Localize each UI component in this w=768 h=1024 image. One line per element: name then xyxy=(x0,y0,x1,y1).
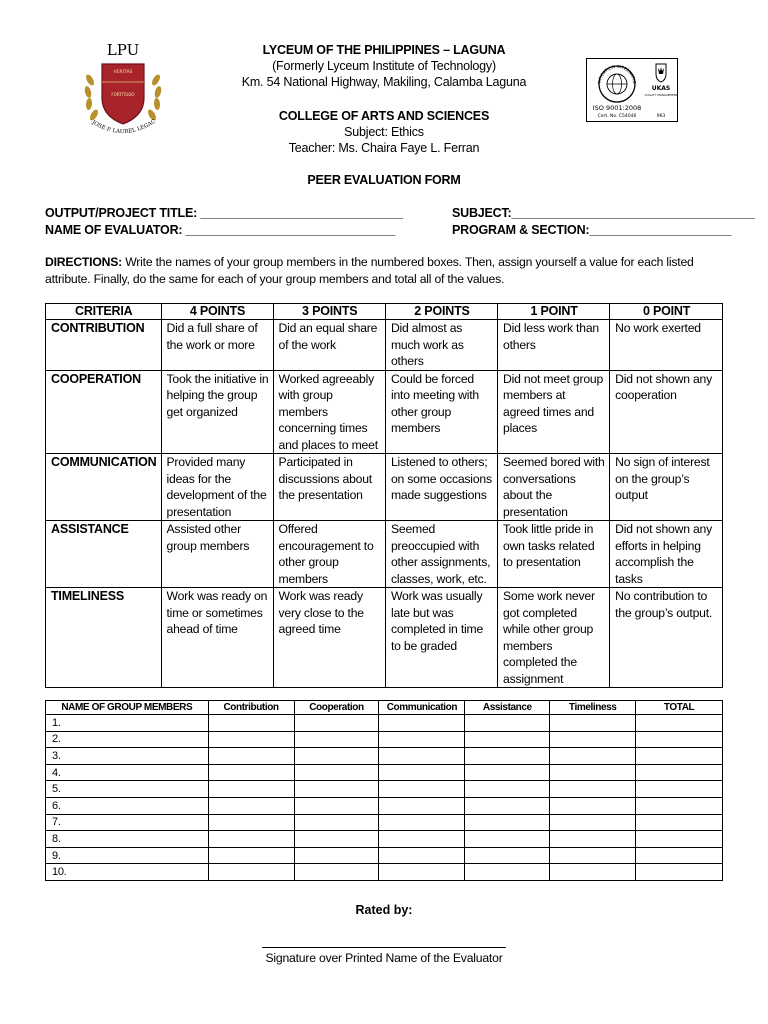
total-cell[interactable] xyxy=(636,715,723,732)
members-header: Cooperation xyxy=(294,701,379,715)
member-name-cell[interactable]: 6. xyxy=(46,797,209,814)
rubric-table xyxy=(45,303,723,688)
school-address: Km. 54 National Highway, Makiling, Calamba Laguna xyxy=(241,75,527,89)
member-row xyxy=(46,864,723,881)
total-cell[interactable] xyxy=(636,781,723,798)
school-header xyxy=(0,42,768,90)
svg-text:CERTIFICATION INTERNATIONAL: TIFICATION INTERNATIO xyxy=(596,63,638,85)
rubric-cell: Took little pride in own tasks related to presentation xyxy=(498,521,610,588)
members-header: TOTAL xyxy=(636,701,723,715)
rubric-cell: Some work never got completed while other group members completed the assignment xyxy=(498,588,610,688)
score-cell[interactable] xyxy=(550,814,636,831)
rubric-cell: Could be forced into meeting with other group members xyxy=(385,370,497,454)
evaluator-field[interactable]: NAME OF EVALUATOR: _______________________________ xyxy=(45,223,395,237)
member-row xyxy=(46,715,723,732)
rubric-cell: Worked agreeably with group members concerning times and places to meet xyxy=(273,370,385,454)
score-cell[interactable] xyxy=(465,864,550,881)
rubric-row-timeliness xyxy=(46,588,723,688)
score-cell[interactable] xyxy=(208,731,294,748)
member-name-cell[interactable]: 8. xyxy=(46,831,209,848)
directions xyxy=(45,254,725,288)
score-cell[interactable] xyxy=(379,831,465,848)
rubric-cell: Took the initiative in helping the group get organized xyxy=(161,370,273,454)
rubric-row-communication xyxy=(46,454,723,521)
criteria-label: CONTRIBUTION xyxy=(46,320,162,371)
score-cell[interactable] xyxy=(550,715,636,732)
score-cell[interactable] xyxy=(550,797,636,814)
criteria-label: TIMELINESS xyxy=(46,588,162,688)
member-row xyxy=(46,781,723,798)
svg-text:UKAS: UKAS xyxy=(651,85,671,92)
teacher-line: Teacher: Ms. Chaira Faye L. Ferran xyxy=(288,141,480,155)
score-cell[interactable] xyxy=(294,715,379,732)
score-cell[interactable] xyxy=(550,781,636,798)
score-cell[interactable] xyxy=(379,797,465,814)
score-cell[interactable] xyxy=(294,814,379,831)
member-name-cell[interactable]: 10. xyxy=(46,864,209,881)
signature-label: Signature over Printed Name of the Evaluator xyxy=(265,951,503,965)
score-cell[interactable] xyxy=(294,864,379,881)
rubric-cell: Did an equal share of the work xyxy=(273,320,385,371)
rubric-row-assistance xyxy=(46,521,723,588)
criteria-label: ASSISTANCE xyxy=(46,521,162,588)
rubric-cell: Offered encouragement to other group members xyxy=(273,521,385,588)
rubric-cell: Work was usually late but was completed in time to be graded xyxy=(385,588,497,688)
total-cell[interactable] xyxy=(636,797,723,814)
score-cell[interactable] xyxy=(294,847,379,864)
rubric-header: 1 POINT xyxy=(498,304,610,320)
rubric-header: 4 POINTS xyxy=(161,304,273,320)
score-cell[interactable] xyxy=(465,797,550,814)
members-header: Assistance xyxy=(465,701,550,715)
member-name-cell[interactable]: 4. xyxy=(46,764,209,781)
total-cell[interactable] xyxy=(636,831,723,848)
member-row xyxy=(46,847,723,864)
rated-by-label: Rated by: xyxy=(355,903,413,917)
score-cell[interactable] xyxy=(208,781,294,798)
members-header: Timeliness xyxy=(550,701,636,715)
score-cell[interactable] xyxy=(294,748,379,765)
college-name: COLLEGE OF ARTS AND SCIENCES xyxy=(278,109,490,123)
score-cell[interactable] xyxy=(550,731,636,748)
score-cell[interactable] xyxy=(294,764,379,781)
rubric-cell: Work was ready on time or sometimes ahead of time xyxy=(161,588,273,688)
directions-label: DIRECTIONS: xyxy=(45,255,123,269)
total-cell[interactable] xyxy=(636,814,723,831)
score-cell[interactable] xyxy=(379,864,465,881)
member-name-cell[interactable]: 9. xyxy=(46,847,209,864)
rubric-cell: Work was ready very close to the agreed time xyxy=(273,588,385,688)
score-cell[interactable] xyxy=(208,831,294,848)
directions-text: Write the names of your group members in the numbered boxes. Then, assign yourself a value for each listed attribute. Finally, do the same for each of your group members and total all of the values. xyxy=(45,255,694,286)
program-section-field[interactable]: PROGRAM & SECTION:_____________________ xyxy=(452,223,732,237)
score-cell[interactable] xyxy=(208,814,294,831)
member-row xyxy=(46,731,723,748)
rubric-cell: Did not shown any cooperation xyxy=(610,370,723,454)
rubric-cell: Assisted other group members xyxy=(161,521,273,588)
rubric-cell: Did less work than others xyxy=(498,320,610,371)
project-title-field[interactable]: OUTPUT/PROJECT TITLE: ______________________________ xyxy=(45,206,403,220)
score-cell[interactable] xyxy=(208,715,294,732)
total-cell[interactable] xyxy=(636,864,723,881)
total-cell[interactable] xyxy=(636,731,723,748)
score-cell[interactable] xyxy=(294,731,379,748)
score-cell[interactable] xyxy=(208,748,294,765)
rubric-cell: Did not shown any efforts in helping accomplish the tasks xyxy=(610,521,723,588)
rubric-header-row xyxy=(46,304,723,320)
members-header: Contribution xyxy=(208,701,294,715)
score-cell[interactable] xyxy=(294,781,379,798)
total-cell[interactable] xyxy=(636,764,723,781)
member-name-cell[interactable]: 5. xyxy=(46,781,209,798)
rubric-cell: No contribution to the group’s output. xyxy=(610,588,723,688)
score-cell[interactable] xyxy=(550,864,636,881)
score-cell[interactable] xyxy=(465,764,550,781)
members-table xyxy=(45,700,723,881)
score-cell[interactable] xyxy=(379,847,465,864)
score-cell[interactable] xyxy=(208,847,294,864)
school-name: LYCEUM OF THE PHILIPPINES – LAGUNA xyxy=(262,43,506,57)
rubric-cell: Did not meet group members at agreed times and places xyxy=(498,370,610,454)
total-cell[interactable] xyxy=(636,748,723,765)
subject-field[interactable]: SUBJECT:____________________________________ xyxy=(452,206,755,220)
form-title: PEER EVALUATION FORM xyxy=(307,173,461,187)
total-cell[interactable] xyxy=(636,847,723,864)
rubric-header: 2 POINTS xyxy=(385,304,497,320)
svg-text:A JOSE P. LAUREL LEGACY: JOSE P. LAUREL LEGAC xyxy=(90,118,158,136)
svg-text:FORTITUDO: FORTITUDO xyxy=(111,92,135,97)
score-cell[interactable] xyxy=(379,748,465,765)
rubric-header: 3 POINTS xyxy=(273,304,385,320)
subject-line: Subject: Ethics xyxy=(344,125,424,139)
rubric-cell: Seemed preoccupied with other assignments, classes, work, etc. xyxy=(385,521,497,588)
rubric-header: CRITERIA xyxy=(46,304,162,320)
member-name-cell[interactable]: 2. xyxy=(46,731,209,748)
rubric-cell: No sign of interest on the group’s output xyxy=(610,454,723,521)
member-name-cell[interactable]: 3. xyxy=(46,748,209,765)
score-cell[interactable] xyxy=(379,814,465,831)
score-cell[interactable] xyxy=(208,864,294,881)
score-cell[interactable] xyxy=(550,764,636,781)
member-name-cell[interactable]: 1. xyxy=(46,715,209,732)
score-cell[interactable] xyxy=(465,831,550,848)
rubric-cell: Listened to others; on some occasions made suggestions xyxy=(385,454,497,521)
svg-text:QUALITY MANAGEMENT: QUALITY MANAGEMENT xyxy=(644,93,678,97)
score-cell[interactable] xyxy=(208,764,294,781)
svg-text:VERITAS: VERITAS xyxy=(113,70,133,75)
member-row xyxy=(46,831,723,848)
score-cell[interactable] xyxy=(294,797,379,814)
signature-line[interactable] xyxy=(262,947,506,948)
rubric-row-cooperation xyxy=(46,370,723,454)
svg-text:Cert. No. C54046: Cert. No. C54046 xyxy=(597,114,637,119)
svg-text:ISO 9001:2008: ISO 9001:2008 xyxy=(592,104,642,112)
score-cell[interactable] xyxy=(465,814,550,831)
score-cell[interactable] xyxy=(379,715,465,732)
member-row xyxy=(46,748,723,765)
score-cell[interactable] xyxy=(465,781,550,798)
score-cell[interactable] xyxy=(465,731,550,748)
college-header xyxy=(0,108,768,156)
score-cell[interactable] xyxy=(379,764,465,781)
score-cell[interactable] xyxy=(294,831,379,848)
score-cell[interactable] xyxy=(379,781,465,798)
rubric-cell: Did almost as much work as others xyxy=(385,320,497,371)
member-row xyxy=(46,814,723,831)
members-header: Communication xyxy=(379,701,465,715)
rubric-header: 0 POINT xyxy=(610,304,723,320)
members-header-row xyxy=(46,701,723,715)
rubric-cell: Participated in discussions about the presentation xyxy=(273,454,385,521)
member-name-cell[interactable]: 7. xyxy=(46,814,209,831)
criteria-label: COOPERATION xyxy=(46,370,162,454)
svg-text:963: 963 xyxy=(656,114,666,119)
score-cell[interactable] xyxy=(550,748,636,765)
score-cell[interactable] xyxy=(379,731,465,748)
score-cell[interactable] xyxy=(465,715,550,732)
rubric-cell: No work exerted xyxy=(610,320,723,371)
school-formerly: (Formerly Lyceum Institute of Technology) xyxy=(272,59,496,73)
rubric-cell: Did a full share of the work or more xyxy=(161,320,273,371)
score-cell[interactable] xyxy=(550,831,636,848)
rubric-cell: Provided many ideas for the development of the presentation xyxy=(161,454,273,521)
rubric-row-contribution xyxy=(46,320,723,371)
lpu-logo-text: LPU xyxy=(106,41,140,59)
score-cell[interactable] xyxy=(465,748,550,765)
members-header: NAME OF GROUP MEMBERS xyxy=(46,701,209,715)
score-cell[interactable] xyxy=(550,847,636,864)
rubric-cell: Seemed bored with conversations about the presentation xyxy=(498,454,610,521)
score-cell[interactable] xyxy=(465,847,550,864)
member-row xyxy=(46,764,723,781)
member-row xyxy=(46,797,723,814)
criteria-label: COMMUNICATION xyxy=(46,454,162,521)
score-cell[interactable] xyxy=(208,797,294,814)
